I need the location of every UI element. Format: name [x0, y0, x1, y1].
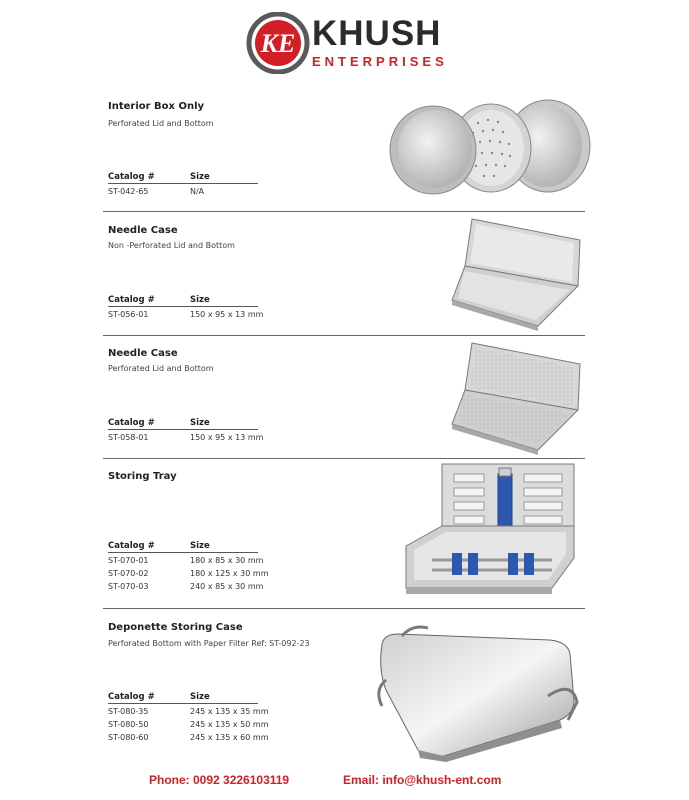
- section-divider: [103, 335, 585, 336]
- email-address[interactable]: Email: info@khush-ent.com: [343, 773, 502, 787]
- catalog-header: Catalog #: [108, 295, 155, 305]
- product-title: Storing Tray: [108, 471, 177, 482]
- size-header: Size: [190, 295, 210, 305]
- catalog-header: Catalog #: [108, 541, 155, 551]
- section-divider: [103, 211, 585, 212]
- catalog-table: [108, 418, 263, 444]
- size-header: Size: [190, 172, 210, 182]
- product-description: Perforated Lid and Bottom: [108, 119, 214, 128]
- table-row: ST-042-65 N/A: [108, 187, 205, 196]
- size-header: Size: [190, 541, 210, 551]
- catalog-header: Catalog #: [108, 692, 155, 702]
- interior-box-image: [388, 98, 593, 198]
- catalog-header: Catalog #: [108, 418, 155, 428]
- table-row: ST-056-01 150 x 95 x 13 mm: [108, 310, 264, 319]
- catalog-table: [108, 172, 258, 198]
- size-header: Size: [190, 692, 210, 702]
- logo-mark: KE: [260, 29, 296, 58]
- section-divider: [103, 608, 585, 609]
- product-description: Perforated Bottom with Paper Filter Ref: ST-092-23: [108, 639, 310, 648]
- brand-block: [312, 15, 448, 69]
- needle-case-image: [450, 214, 590, 332]
- table-row: ST-070-03 240 x 85 x 30 mm: [108, 582, 264, 591]
- catalog-header: Catalog #: [108, 172, 155, 182]
- catalog-table: [108, 692, 269, 744]
- deponette-case-image: [372, 620, 587, 762]
- catalog-table: [108, 541, 269, 593]
- product-title: Needle Case: [108, 348, 178, 359]
- section-divider: [103, 458, 585, 459]
- product-title: Interior Box Only: [108, 101, 205, 112]
- table-row: ST-080-35 245 x 135 x 35 mm: [108, 707, 269, 716]
- table-row: ST-080-50 245 x 135 x 50 mm: [108, 720, 269, 729]
- table-row: ST-070-01 180 x 85 x 30 mm: [108, 556, 264, 565]
- product-description: Non -Perforated Lid and Bottom: [108, 241, 235, 250]
- storing-tray-image: [402, 460, 587, 600]
- table-row: ST-080-60 245 x 135 x 60 mm: [108, 733, 269, 742]
- perforated-needle-case-image: [450, 338, 590, 456]
- product-title: Deponette Storing Case: [108, 622, 243, 633]
- product-description: Perforated Lid and Bottom: [108, 364, 214, 373]
- brand-subtitle: ENTERPRISES: [312, 54, 448, 69]
- brand-name: KHUSH: [312, 14, 442, 53]
- catalog-table: [108, 295, 263, 321]
- table-row: ST-070-02 180 x 125 x 30 mm: [108, 569, 269, 578]
- table-row: ST-058-01 150 x 95 x 13 mm: [108, 433, 264, 442]
- product-title: Needle Case: [108, 225, 178, 236]
- phone-number[interactable]: Phone: 0092 3226103119: [149, 773, 290, 787]
- size-header: Size: [190, 418, 210, 428]
